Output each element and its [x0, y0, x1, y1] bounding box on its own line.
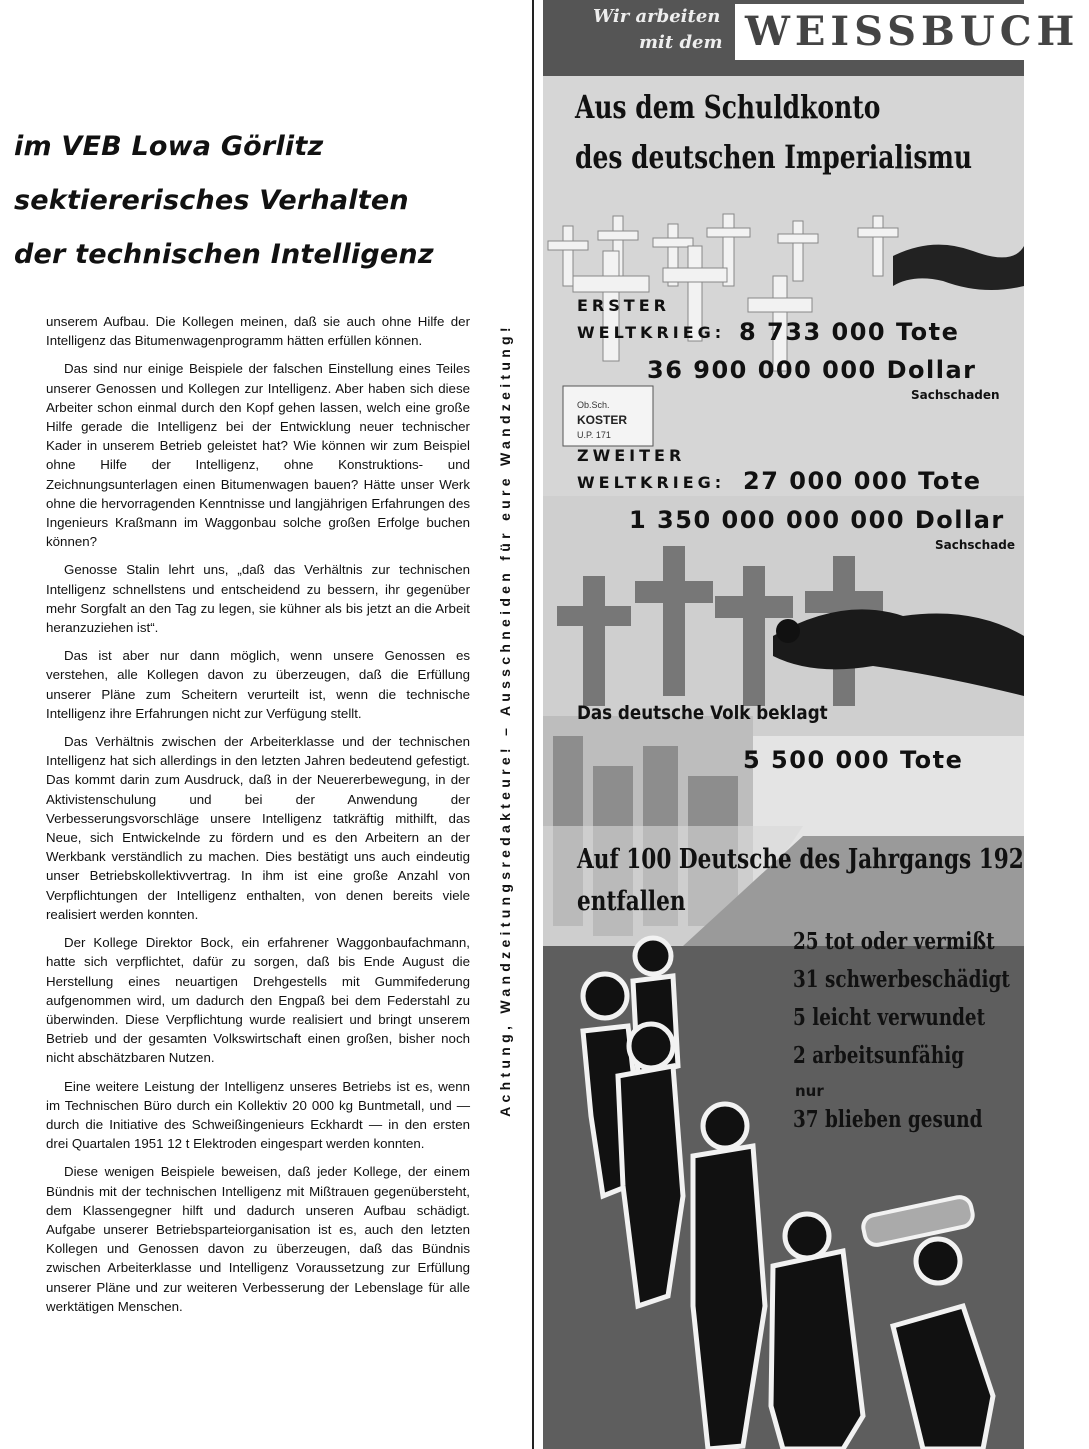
- war1-label-2: WELTKRIEG:: [577, 323, 726, 342]
- article-paragraph: Das sind nur einige Beispiele der falschen Einstellung eines Teiles unserer Genossen und Kollegen zur Intelligenz. Aber haben sich diese Arbeiter schon einmal durch den Kopf gehen lassen, welch eine große Hilfe gerade die Intelligenz bei der Entwicklung neuer technischer Kader in unserem Betrieb geleistet hat? Wie können wir zum Beispiel ohne Hilfe der Intelligenz, ohne Konstruktions- und Zeichnungsunterlagen einen Bitumenwagen bauen? Hätte unser Werk ohne die hervorragenden Kenntnisse und langjährigen Erfahrungen des Ingenieurs Kraßmann im Waggonbau solche großen Erfolge buchen können?: [46, 361, 470, 550]
- war2-label-2: WELTKRIEG:: [577, 473, 726, 492]
- article-paragraph: Der Kollege Direktor Bock, ein erfahrener Waggonbaufachmann, hatte sich verpflichtet, dafür zu sorgen, daß bis Ende August die Herstellung eines neuartigen Drehgestells mit Gummifederung aufgenommen wird, um dadurch den Engpaß bei dem Federstahl zu überwinden. Diese Verpflichtung wurde realisiert und bringt unserem Betrieb und der gesamten Volkswirtschaft einen großen, bisher noch nicht abschätzbaren Nutzen.: [46, 935, 470, 1066]
- article-paragraph: Eine weitere Leistung der Intelligenz unseres Betriebs ist es, wenn im Technischen Büro durch ein Kollektiv 20 000 kg Buntmetall, und — durch die Initiative des Schweißingenieurs Eckhardt — in den ersten drei Quartalen 1951 12 t Elektroden eingespart werden konnten.: [46, 1078, 470, 1152]
- article-paragraph: Das Verhältnis zwischen der Arbeiterklasse und der technischen Intelligenz hat sich allerdings in den letzten Jahren bedeutend gefestigt. Das kommt darin zum Ausdruck, daß in der Neuererbewegung, in der Aktivistenschulung und bei der Anwendung der Verbesserungsvorschläge unsere Intelligenz tatkräftig mithilft, das Neue, sich Entwickelnde zu fördern und es den Arbeitern an der Werkbank verständlich zu machen. Dies bestätigt uns auch eindeutig unser Betriebskollektivvertrag. In ihm ist eine große Anzahl von Verpflichtungen der Intelligenz enthalten, von denen bereits viele realisiert werden konnten.: [46, 734, 470, 922]
- poster-title-line-1: Aus dem Schuldkonto: [575, 88, 881, 126]
- war2-label-1: ZWEITER: [577, 446, 686, 465]
- article-paragraph: unserem Aufbau. Die Kollegen meinen, daß sie auch ohne Hilfe der Intelligenz das Bitumenwagenprogramm hätten erfüllen können.: [46, 314, 470, 349]
- war1-cost-note: Sachschaden: [911, 388, 1000, 402]
- war1-label-1: ERSTER: [577, 296, 670, 315]
- grave-sign-line-1: Ob.Sch.: [577, 400, 610, 410]
- column-divider: [532, 0, 534, 1449]
- article-paragraph: Das ist aber nur dann möglich, wenn unsere Genossen es verstehen, alle Kollegen davon zu überzeugen, daß die Erfüllung unserer Pläne zum Scheitern verurteilt ist, wenn die technische Intelligenz ihre Erfahrungen nicht zur Verfügung stellt.: [46, 648, 470, 721]
- war2-cost-note: Sachschade: [935, 538, 1016, 552]
- header-line-2: mit dem: [639, 32, 723, 53]
- war1-dead: 8 733 000 Tote: [739, 318, 960, 346]
- poster-header: [543, 0, 1080, 76]
- cohort-line-2: entfallen: [577, 886, 686, 917]
- stat-line: 37 blieben gesund: [793, 1106, 983, 1133]
- article-headline: [14, 120, 434, 282]
- headline-line-3: der technischen Intelligenz: [14, 239, 434, 270]
- war1-cost: 36 900 000 000 Dollar: [647, 356, 977, 384]
- poster-title-line-2: des deutschen Imperialismu: [575, 138, 972, 176]
- headline-line-2: sektiererisches Verhalten: [14, 185, 409, 216]
- mourning-dead: 5 500 000 Tote: [743, 746, 964, 774]
- header-line-1: Wir arbeiten: [593, 6, 721, 27]
- mourning-text: Das deutsche Volk beklagt: [577, 702, 828, 724]
- vertical-cut-note: [488, 160, 522, 1280]
- grave-sign-line-3: U.P. 171: [577, 430, 611, 440]
- grave-sign-line-2: KOSTER: [577, 413, 628, 427]
- war2-cost: 1 350 000 000 000 Dollar: [629, 506, 1005, 534]
- headline-line-1: im VEB Lowa Görlitz: [14, 131, 324, 162]
- cohort-line-1: Auf 100 Deutsche des Jahrgangs 192: [577, 844, 1024, 875]
- stat-line: 25 tot oder vermißt: [793, 928, 995, 955]
- stat-line: 31 schwerbeschädigt: [793, 966, 1010, 993]
- vertical-note-text: Achtung, Wandzeitungsredakteure! – Ausschneiden für eure Wandzeitung!: [497, 323, 513, 1117]
- weissbuch-poster: [543, 0, 1080, 1449]
- article-paragraph: Genosse Stalin lehrt uns, „daß das Verhältnis zur technischen Intelligenz schnellstens und entscheidend zu bessern, ihr gegenüber mehr Sorgfalt an den Tag zu legen, sie kühner als bis jetzt an die Arbeit heranzuziehen ist“.: [46, 562, 470, 636]
- article-column: [0, 0, 480, 1449]
- article-paragraph: Diese wenigen Beispiele beweisen, daß jeder Kollege, der einem Bündnis mit der technischen Intelligenz mit Mißtrauen gegenübersteht, dem Klassengegner hilft und dadurch unseren Aufbau schädigt. Aufgabe unserer Betriebsparteiorganisation ist es, auch den letzten Kollegen und Genossen davon zu überzeugen, daß das Bündnis zwischen Arbeiterklasse und Intelligenz Voraussetzung zur Erfüllung unserer Pläne und zur weiteren Verbesserung der Lebenslage für alle werktätigen Menschen.: [46, 1164, 470, 1314]
- header-brand: WEISSBUCH: [735, 4, 1089, 60]
- article-body: [46, 312, 470, 1325]
- stat-line: 5 leicht verwundet: [793, 1004, 986, 1031]
- war2-dead: 27 000 000 Tote: [743, 467, 982, 495]
- stat-nur: nur: [795, 1082, 824, 1100]
- stat-line: 2 arbeitsunfähig: [793, 1042, 965, 1069]
